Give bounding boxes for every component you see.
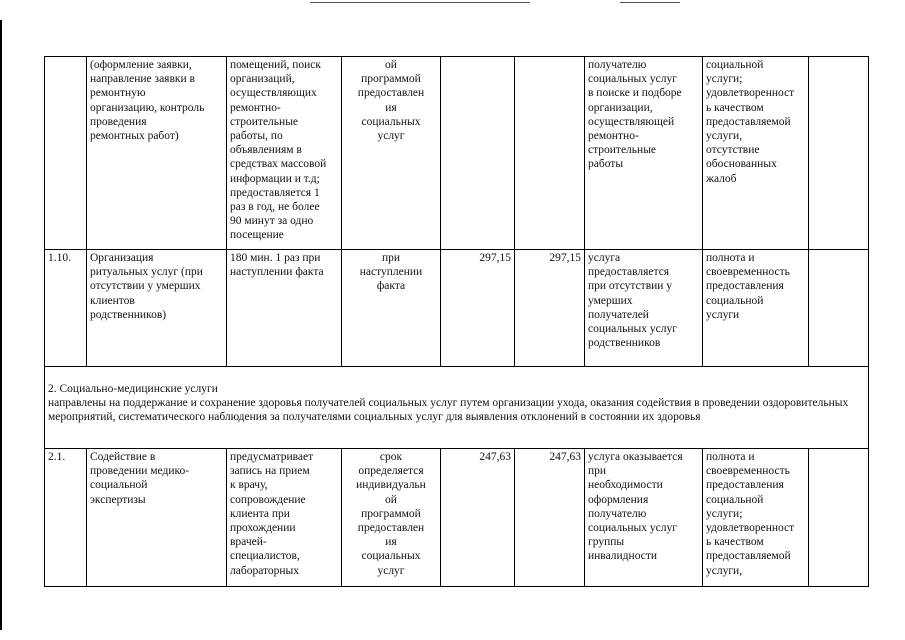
service-evaluation: социальной услуги; удовлетворенност ь качеством предоставляемой услуги, отсутствие обоснованных жалоб (703, 57, 809, 250)
service-name: (оформление заявки, направление заявки в ремонтную организацию, контроль проведения ремонтных работ) (87, 57, 227, 250)
scan-left-edge (0, 20, 2, 630)
row-number (45, 57, 87, 250)
scan-edge-line-left (310, 2, 530, 3)
service-price (441, 57, 515, 250)
services-table (44, 56, 869, 587)
service-content: предусматривает запись на прием к врачу, сопровождение клиента при прохождении врачей- специалистов, лабораторных (227, 449, 342, 587)
service-term: ой программой предоставлен ия социальных услуг (342, 57, 441, 250)
table-row (45, 449, 869, 587)
section-title: 2. Социально-медицинские услуги (48, 383, 218, 395)
row-extra-cell (809, 57, 869, 250)
row-number: 2.1. (45, 449, 87, 587)
row-number: 1.10. (45, 250, 87, 367)
service-name: Содействие в проведении медико- социальной экспертизы (87, 449, 227, 587)
service-price: 297,15 (441, 250, 515, 367)
table-row (45, 250, 869, 367)
section-row (45, 367, 869, 449)
service-price-alt (515, 57, 585, 250)
service-indicators: услуга предоставляется при отсутствии у умерших получателей социальных услуг родственников (585, 250, 703, 367)
row-extra-cell (809, 250, 869, 367)
service-evaluation: полнота и своевременность предоставления социальной услуги (703, 250, 809, 367)
section-cell (45, 367, 869, 449)
service-evaluation: полнота и своевременность предоставления социальной услуги; удовлетворенност ь качеством предоставляемой услуги, (703, 449, 809, 587)
service-term: срок определяется индивидуальн ой программой предоставлен ия социальных услуг (342, 449, 441, 587)
service-price-alt: 247,63 (515, 449, 585, 587)
service-price-alt: 297,15 (515, 250, 585, 367)
service-content: 180 мин. 1 раз при наступлении факта (227, 250, 342, 367)
section-description: направлены на поддержание и сохранение здоровья получателей социальных услуг путем организации ухода, оказания содействия в проведении оздоровительных мероприятий, систематического наблюдения за получателями социальных услуг для выявления отклонений в состоянии их здоровья (48, 397, 849, 424)
service-indicators: услуга оказывается при необходимости оформления получателю социальных услуг группы инвалидности (585, 449, 703, 587)
table-row (45, 57, 869, 250)
service-content: помещений, поиск организаций, осуществляющих ремонтно- строительные работы, по объявлениям в средствах массовой информации и т.д; предоставляется 1 раз в год, не более 90 минут за одно посещение (227, 57, 342, 250)
scan-edge-line-right (620, 2, 680, 3)
service-name: Организация ритуальных услуг (при отсутствии у умерших клиентов родственников) (87, 250, 227, 367)
row-extra-cell (809, 449, 869, 587)
service-indicators: получателю социальных услуг в поиске и подборе организации, осуществляющей ремонтно- строительные работы (585, 57, 703, 250)
service-price: 247,63 (441, 449, 515, 587)
service-term: при наступлении факта (342, 250, 441, 367)
